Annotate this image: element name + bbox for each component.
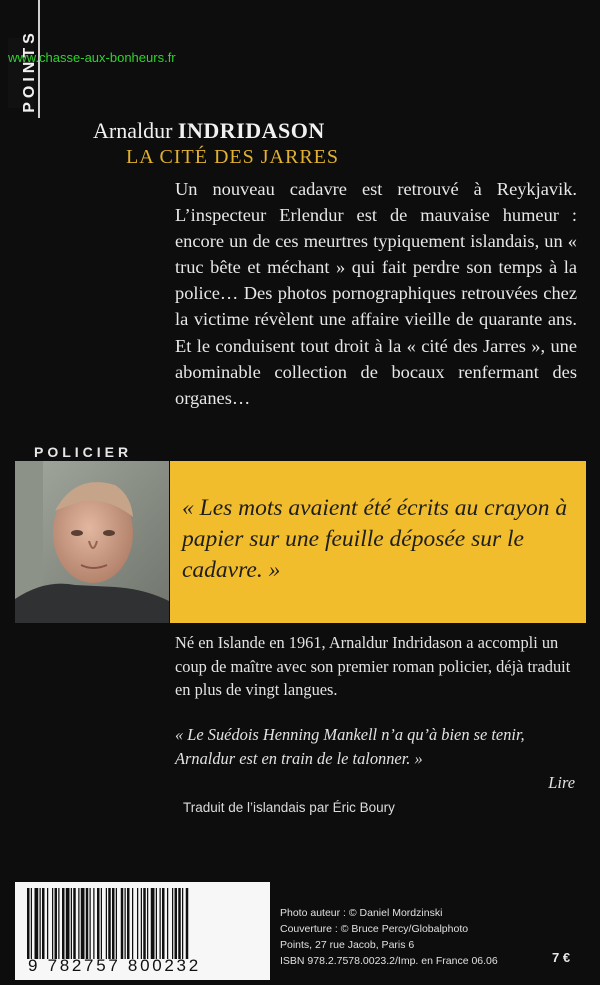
cover-credit: Couverture : © Bruce Percy/Globalphoto (280, 923, 469, 935)
price-label: 7 € (552, 950, 571, 965)
excerpt-quote: « Les mots avaient été écrits au crayon à papier sur une feuille déposée sur le cadavre. » (182, 495, 568, 583)
watermark-url: www.chasse-aux-bonheurs.fr (8, 50, 176, 65)
author-last-name: INDRIDASON (177, 118, 325, 143)
genre-label: POLICIER (34, 444, 133, 460)
barcode-bars (27, 888, 259, 959)
book-summary (175, 176, 577, 411)
author-name (93, 118, 325, 144)
press-review: « Le Suédois Henning Mankell n’a qu’à bien se tenir, Arnaldur est en train de le talonner. » (175, 725, 525, 768)
excerpt-quote-box (170, 461, 586, 623)
barcode-digits: 9 782757 800232 (28, 956, 201, 975)
publisher-address: Points, 27 rue Jacob, Paris 6 (280, 939, 415, 951)
barcode (15, 882, 270, 980)
book-title: LA CITÉ DES JARRES (126, 146, 340, 168)
publisher-logo: POINTS (8, 38, 34, 108)
summary-text: Un nouveau cadavre est retrouvé à Reykjavik. L’inspecteur Erlendur est de mauvaise humeur : encore un de ces meurtres typiquement islandais, un « truc bête et méchant » qui fait perdre son temps à la police… Des photos pornographiques retrouvées chez la victime révèlent une affaire vieille de quarante ans. Et le conduisent tout droit à la « cité des Jarres », une abominable collection de bocaux renfermant des organes… (175, 179, 577, 408)
author-bio: Né en Islande en 1961, Arnaldur Indridason a accompli un coup de maître avec son premier roman policier, déjà traduit en plus de vingt langues. (175, 633, 571, 699)
isbn-line: ISBN 978.2.7578.0023.2/Imp. en France 06.06 (280, 955, 498, 967)
author-photo (15, 461, 169, 623)
author-portrait-image (15, 461, 169, 623)
author-first-name: Arnaldur (93, 118, 173, 143)
translator-credit: Traduit de l’islandais par Éric Boury (183, 800, 395, 815)
photo-credit: Photo auteur : © Daniel Mordzinski (280, 907, 443, 919)
credits-block (280, 905, 498, 969)
review-source: Lire (548, 773, 575, 792)
